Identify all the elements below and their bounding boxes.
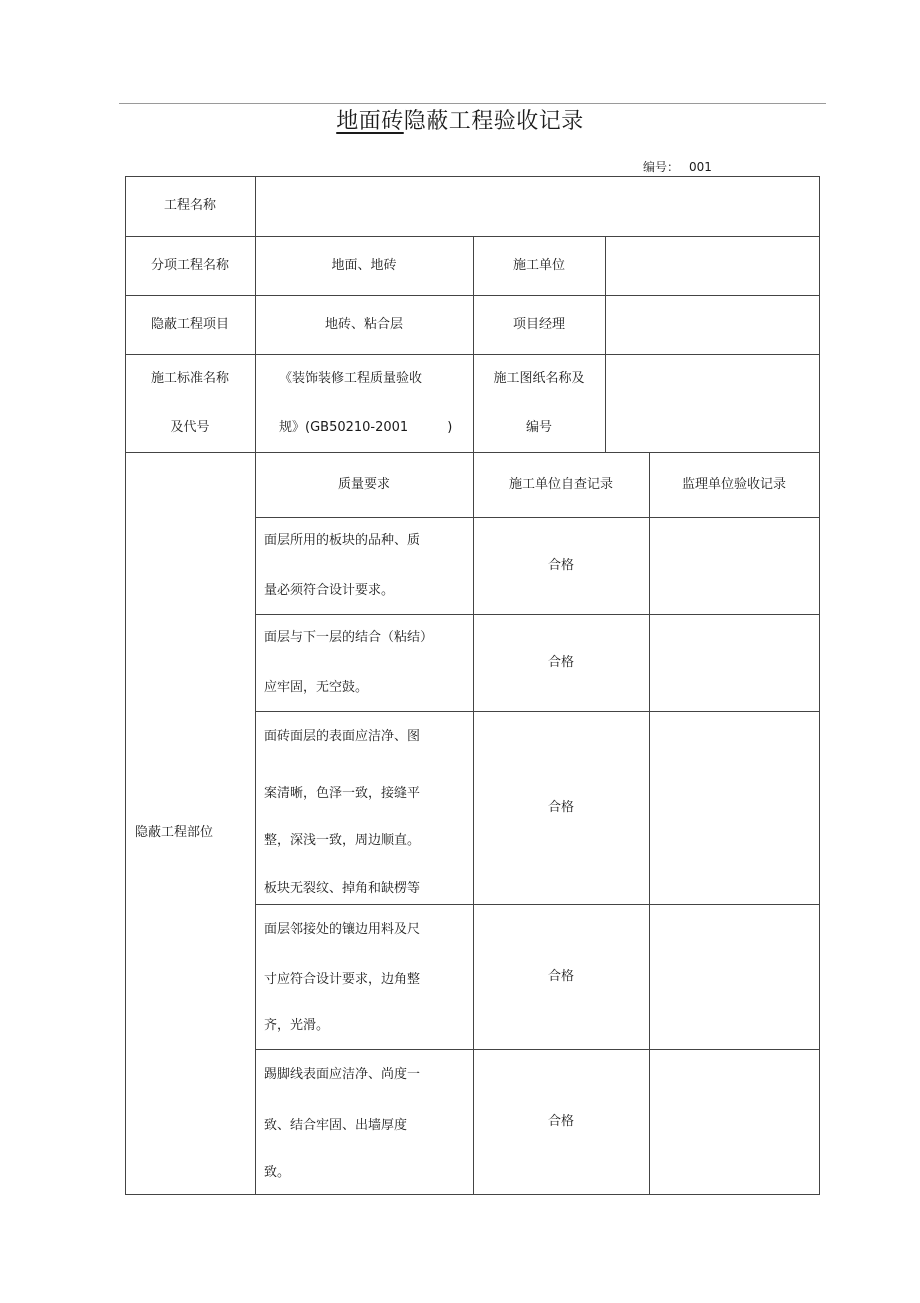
self-check-cell [473,517,649,614]
supervision-header-cell [649,452,819,517]
requirement-line: 致。 [264,1165,291,1180]
record-number-value: 001 [689,160,712,174]
standard-label-cell [125,354,255,452]
self-check-result: 合格 [547,557,574,573]
sub-item-value-cell [255,236,473,295]
supervision-cell[interactable] [649,614,819,711]
contractor-label: 施工单位 [512,257,565,273]
self-check-cell [473,1049,649,1194]
requirement-line: 面层所用的板块的品种、质 [264,533,421,548]
requirement-line: 齐，光滑。 [264,1018,330,1033]
self-check-result: 合格 [547,654,574,670]
concealed-part-label-cell [125,452,255,1194]
requirement-line: 面砖面层的表面应洁净、图 [264,729,421,744]
project-manager-value-cell[interactable] [605,295,819,354]
project-manager-label: 项目经理 [512,316,565,332]
concealed-item-label-cell [125,295,255,354]
self-check-result: 合格 [547,799,574,815]
requirement-line: 量必须符合设计要求。 [264,583,395,598]
table-border-bottom [125,1194,820,1195]
requirement-line: 致、结合牢固、出墙厚度 [264,1118,408,1133]
self-check-header: 施工单位自查记录 [508,476,613,492]
contractor-label-cell [473,236,605,295]
requirement-line: 整，深浅一致，周边顺直。 [264,833,421,848]
drawing-value-cell[interactable] [605,354,819,452]
project-name-label: 工程名称 [163,198,216,213]
sub-item-value: 地面、地砖 [331,257,397,273]
title-rest: 隐蔽工程验收记录 [403,109,584,134]
concealed-part-label: 隐蔽工程部位 [135,825,214,840]
self-check-result: 合格 [547,1113,574,1129]
requirement-cell [255,904,473,1049]
standard-label-line2: 及代号 [170,420,210,435]
requirement-line: 板块无裂纹、掉角和缺楞等 [264,881,421,896]
requirement-line: 案清晰，色泽一致，接缝平 [264,786,421,801]
self-check-result: 合格 [547,968,574,984]
project-name-value-cell[interactable] [255,176,819,236]
requirement-line: 踢脚线表面应洁净、尚度一 [264,1067,421,1082]
self-check-cell [473,904,649,1049]
standard-value-line2: 规》(GB50210-2001 ) [279,420,453,435]
drawing-label-line1: 施工图纸名称及 [493,371,585,386]
supervision-cell[interactable] [649,904,819,1049]
record-number [643,159,712,175]
requirement-header-cell [255,452,473,517]
standard-value-line1: 《装饰装修工程质量验收 [279,371,423,386]
supervision-header: 监理单位验收记录 [681,476,786,492]
standard-value-cell [255,354,473,452]
supervision-cell[interactable] [649,711,819,904]
requirement-cell [255,517,473,614]
requirement-line: 应牢固，无空鼓。 [264,680,369,695]
supervision-cell[interactable] [649,517,819,614]
requirement-cell [255,1049,473,1194]
title-underlined-part: 地面砖 [336,109,404,134]
concealed-item-value-cell [255,295,473,354]
drawing-label-line2: 编号 [525,420,552,435]
requirement-cell [255,711,473,904]
concealed-item-label: 隐蔽工程项目 [150,316,229,332]
standard-label-line1: 施工标准名称 [150,371,229,386]
supervision-cell[interactable] [649,1049,819,1194]
concealed-item-value: 地砖、粘合层 [324,316,403,332]
requirement-header: 质量要求 [337,476,390,492]
self-check-cell [473,711,649,904]
sub-item-label-cell [125,236,255,295]
record-number-label: 编号： [643,160,680,174]
top-rule [119,103,826,104]
project-name-label-cell [125,176,255,236]
requirement-line: 面层邻接处的镶边用料及尺 [264,922,421,937]
table-border-right [819,176,820,1194]
sub-item-label: 分项工程名称 [150,257,229,273]
drawing-label-cell [473,354,605,452]
requirement-cell [255,614,473,711]
requirement-line: 面层与下一层的结合（粘结） [264,630,434,645]
self-check-header-cell [473,452,649,517]
page-title [0,106,920,138]
self-check-cell [473,614,649,711]
project-manager-label-cell [473,295,605,354]
contractor-value-cell[interactable] [605,236,819,295]
requirement-line: 寸应符合设计要求，边角整 [264,972,421,987]
